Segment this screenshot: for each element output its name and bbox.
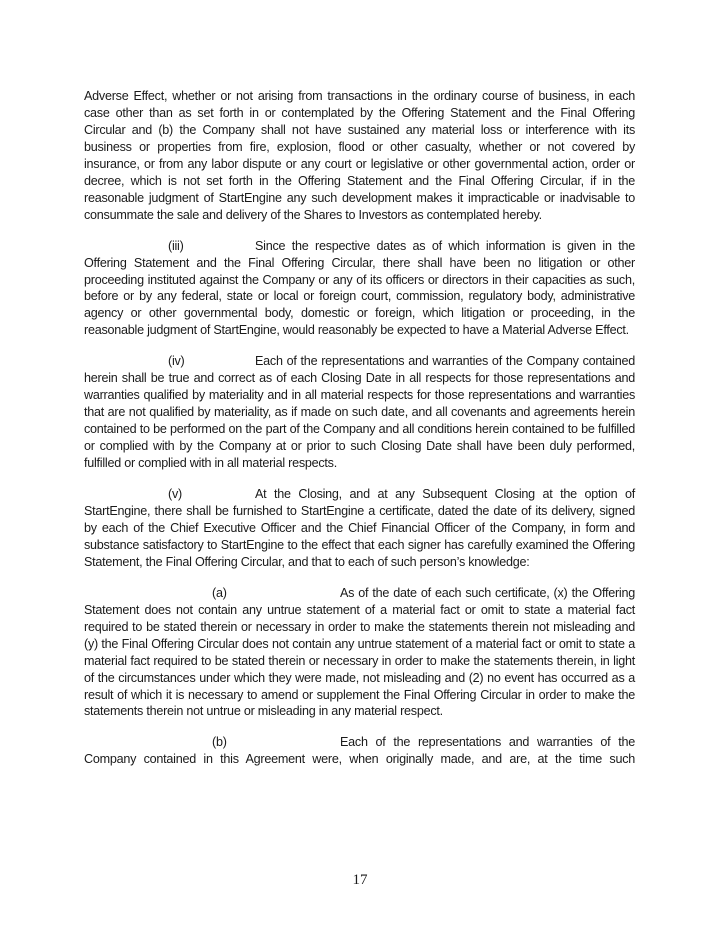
paragraph-text: Adverse Effect, whether or not arising from transactions in the ordinary course of business, in each case other than as set forth in or contemplated by the Offering Statement and the Final Offering Circular and (b) the Company shall not have sustained any material loss or interference with its business or properties from fire, explosion, flood or other casualty, whether or not covered by insurance, or from any labor dispute or any court or legislative or other governmental action, order or decree, which is not set forth in the Offering Statement and the Final Offering Circular, if in the reasonable judgment of StartEngine any such development makes it impracticable or inadvisable to consummate the sale and delivery of the Shares to Investors as contemplated hereby. bbox=[84, 89, 635, 222]
paragraph-number: (a) bbox=[212, 585, 227, 600]
paragraph-b bbox=[84, 734, 635, 768]
paragraph-text: At the Closing, and at any Subsequent Closing at the option of StartEngine, there shall be furnished to StartEngine a certificate, dated the date of its delivery, signed by each of the Chief Executive Officer and the Chief Financial Officer of the Company, in form and substance satisfactory to StartEngine to the effect that each signer has carefully examined the Offering Statement, the Final Offering Circular, and that to each of such person’s knowledge: bbox=[84, 487, 635, 569]
paragraph-continuation bbox=[84, 88, 635, 224]
paragraph-a bbox=[84, 585, 635, 721]
paragraph-number: (iii) bbox=[168, 238, 184, 253]
paragraph-number: (b) bbox=[212, 735, 227, 750]
paragraph-text: Each of the representations and warranties of the Company contained herein shall be true and correct as of each Closing Date in all respects for those representations and warranties qualified by materiality and in all material respects for those representations and warranties that are not qualified by materiality, as if made on such date, and all covenants and agreements herein contained to be performed on the part of the Company and all conditions herein contained to be fulfilled or complied with by the Company at or prior to such Closing Date shall have been duly performed, fulfilled or complied with in all material respects. bbox=[84, 354, 635, 471]
paragraph-text: As of the date of each such certificate, (x) the Offering Statement does not contain any untrue statement of a material fact or omit to state a material fact required to be stated therein or necessary in order to make the statements therein not misleading and (y) the Final Offering Circular does not contain any untrue statement of a material fact or omit to state a material fact required to be stated therein or necessary in order to make the statements therein, in light of the circumstances under which they were made, not misleading and (2) no event has occurred as a result of which it is necessary to amend or supplement the Final Offering Circular in order to make the statements therein not untrue or misleading in any material respect. bbox=[84, 585, 635, 719]
paragraph-number: (v) bbox=[168, 487, 182, 502]
paragraph-iii bbox=[84, 238, 635, 340]
paragraph-v bbox=[84, 486, 635, 571]
document-body bbox=[84, 88, 635, 782]
paragraph-iv bbox=[84, 353, 635, 472]
paragraph-text: Each of the representations and warranties of the Company contained in this Agreement were, when originally made, and are, at the time such bbox=[84, 735, 635, 767]
paragraph-text: Since the respective dates as of which information is given in the Offering Statement and the Final Offering Circular, there shall have been no litigation or other proceeding instituted against the Company or any of its officers or directors in their capacities as such, before or by any federal, state or local or foreign court, commission, regulatory body, administrative agency or other governmental body, domestic or foreign, which litigation or proceeding, in the reasonable judgment of StartEngine, would reasonably be expected to have a Material Adverse Effect. bbox=[84, 238, 635, 338]
paragraph-number: (iv) bbox=[168, 354, 185, 369]
page-number: 17 bbox=[352, 872, 368, 888]
